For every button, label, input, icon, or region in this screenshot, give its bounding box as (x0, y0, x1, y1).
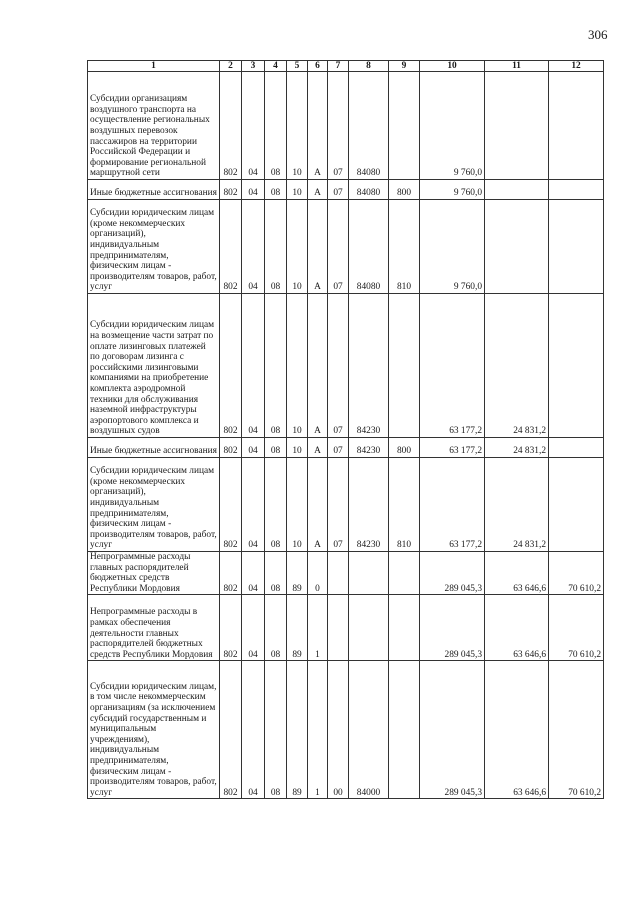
header-cell: 2 (220, 61, 242, 72)
code-cell: 802 (220, 294, 242, 438)
amount-cell (549, 200, 604, 294)
amount-cell: 63 177,2 (420, 438, 485, 458)
code-cell: 04 (242, 661, 265, 799)
amount-cell (549, 294, 604, 438)
code-cell: 84230 (349, 294, 389, 438)
code-cell: 800 (389, 438, 420, 458)
code-cell: А (308, 458, 328, 552)
header-cell: 1 (88, 61, 220, 72)
code-cell: 07 (328, 200, 349, 294)
row-description: Иные бюджетные ассигнования (88, 180, 220, 200)
code-cell: 802 (220, 180, 242, 200)
code-cell: 04 (242, 200, 265, 294)
header-cell: 12 (549, 61, 604, 72)
amount-cell: 24 831,2 (485, 458, 549, 552)
code-cell (328, 595, 349, 661)
code-cell: 84080 (349, 72, 389, 180)
amount-cell: 63 177,2 (420, 294, 485, 438)
amount-cell: 9 760,0 (420, 180, 485, 200)
code-cell: 89 (287, 661, 308, 799)
code-cell: 08 (265, 180, 287, 200)
code-cell (389, 595, 420, 661)
code-cell: 10 (287, 438, 308, 458)
row-description: Субсидии юридическим лицам, в том числе некоммерческим организациям (за исключением субсидий государственным и муниципальным учреждениям), индивидуальным предпринимателям, физическим лицам - производителям товаров, работ, услуг (88, 661, 220, 799)
code-cell: 07 (328, 72, 349, 180)
amount-cell: 63 646,6 (485, 595, 549, 661)
table-row (88, 595, 604, 661)
code-cell: 84000 (349, 661, 389, 799)
amount-cell: 24 831,2 (485, 294, 549, 438)
page-number: 306 (588, 27, 608, 42)
code-cell: А (308, 72, 328, 180)
code-cell: 08 (265, 294, 287, 438)
table-row (88, 180, 604, 200)
code-cell: А (308, 294, 328, 438)
code-cell (389, 661, 420, 799)
code-cell: 802 (220, 458, 242, 552)
code-cell: 84230 (349, 458, 389, 552)
code-cell: 04 (242, 72, 265, 180)
header-cell: 8 (349, 61, 389, 72)
table-row (88, 458, 604, 552)
header-cell: 3 (242, 61, 265, 72)
code-cell: 802 (220, 595, 242, 661)
code-cell (389, 294, 420, 438)
code-cell: 04 (242, 458, 265, 552)
code-cell (349, 552, 389, 595)
amount-cell: 24 831,2 (485, 438, 549, 458)
amount-cell: 63 646,6 (485, 552, 549, 595)
code-cell: 08 (265, 72, 287, 180)
code-cell: 89 (287, 595, 308, 661)
amount-cell (485, 72, 549, 180)
amount-cell (485, 200, 549, 294)
row-description: Субсидии организациям воздушного транспорта на осуществление региональных воздушных перевозок пассажиров на территории Российской Федерации и формирование региональной маршрутной сети (88, 72, 220, 180)
row-description: Субсидии юридическим лицам (кроме некоммерческих организаций), индивидуальным предпринимателям, физическим лицам - производителям товаров, работ, услуг (88, 200, 220, 294)
code-cell: 08 (265, 438, 287, 458)
code-cell: 08 (265, 661, 287, 799)
amount-cell: 70 610,2 (549, 661, 604, 799)
code-cell: 1 (308, 661, 328, 799)
amount-cell: 9 760,0 (420, 200, 485, 294)
amount-cell: 289 045,3 (420, 661, 485, 799)
code-cell: А (308, 180, 328, 200)
code-cell: 08 (265, 595, 287, 661)
code-cell: 04 (242, 294, 265, 438)
code-cell: 802 (220, 552, 242, 595)
code-cell (349, 595, 389, 661)
code-cell (389, 552, 420, 595)
code-cell: 84230 (349, 438, 389, 458)
code-cell: 10 (287, 458, 308, 552)
header-cell: 9 (389, 61, 420, 72)
table-row (88, 200, 604, 294)
header-cell: 10 (420, 61, 485, 72)
table-row (88, 72, 604, 180)
table-header-row (88, 61, 604, 72)
code-cell: 802 (220, 72, 242, 180)
code-cell: 07 (328, 438, 349, 458)
code-cell: 10 (287, 294, 308, 438)
code-cell: 10 (287, 72, 308, 180)
code-cell: 810 (389, 200, 420, 294)
amount-cell: 63 177,2 (420, 458, 485, 552)
code-cell: 07 (328, 180, 349, 200)
code-cell (389, 72, 420, 180)
table-row (88, 294, 604, 438)
header-cell: 7 (328, 61, 349, 72)
amount-cell: 289 045,3 (420, 595, 485, 661)
budget-table (87, 60, 604, 799)
code-cell: 89 (287, 552, 308, 595)
code-cell: 08 (265, 200, 287, 294)
code-cell: 08 (265, 552, 287, 595)
row-description: Субсидии юридическим лицам (кроме некоммерческих организаций), индивидуальным предпринимателям, физическим лицам - производителям товаров, работ, услуг (88, 458, 220, 552)
code-cell: 10 (287, 180, 308, 200)
code-cell: 04 (242, 552, 265, 595)
code-cell: 04 (242, 180, 265, 200)
code-cell: 802 (220, 200, 242, 294)
code-cell: 84080 (349, 180, 389, 200)
code-cell: 800 (389, 180, 420, 200)
code-cell: А (308, 438, 328, 458)
code-cell: 802 (220, 661, 242, 799)
row-description: Непрограммные расходы главных распорядителей бюджетных средств Республики Мордовия (88, 552, 220, 595)
row-description: Субсидии юридическим лицам на возмещение части затрат по оплате лизинговых платежей по договорам лизинга с российскими лизинговыми компаниями на приобретение комплекта аэродромной техники для обслуживания наземной инфраструктуры аэропортового комплекса и воздушных судов (88, 294, 220, 438)
header-cell: 4 (265, 61, 287, 72)
code-cell: 1 (308, 595, 328, 661)
table-row (88, 552, 604, 595)
code-cell: 00 (328, 661, 349, 799)
amount-cell (549, 72, 604, 180)
amount-cell: 70 610,2 (549, 595, 604, 661)
header-cell: 6 (308, 61, 328, 72)
amount-cell (549, 458, 604, 552)
code-cell: 802 (220, 438, 242, 458)
code-cell: 08 (265, 458, 287, 552)
code-cell: 84080 (349, 200, 389, 294)
amount-cell: 9 760,0 (420, 72, 485, 180)
code-cell (328, 552, 349, 595)
amount-cell: 289 045,3 (420, 552, 485, 595)
amount-cell (549, 438, 604, 458)
amount-cell: 70 610,2 (549, 552, 604, 595)
code-cell: 07 (328, 294, 349, 438)
code-cell: 07 (328, 458, 349, 552)
row-description: Иные бюджетные ассигнования (88, 438, 220, 458)
header-cell: 11 (485, 61, 549, 72)
table-row (88, 438, 604, 458)
amount-cell: 63 646,6 (485, 661, 549, 799)
table-row (88, 661, 604, 799)
amount-cell (485, 180, 549, 200)
amount-cell (549, 180, 604, 200)
code-cell: 10 (287, 200, 308, 294)
header-cell: 5 (287, 61, 308, 72)
code-cell: 0 (308, 552, 328, 595)
code-cell: А (308, 200, 328, 294)
code-cell: 04 (242, 438, 265, 458)
code-cell: 810 (389, 458, 420, 552)
code-cell: 04 (242, 595, 265, 661)
row-description: Непрограммные расходы в рамках обеспечения деятельности главных распорядителей бюджетных средств Республики Мордовия (88, 595, 220, 661)
